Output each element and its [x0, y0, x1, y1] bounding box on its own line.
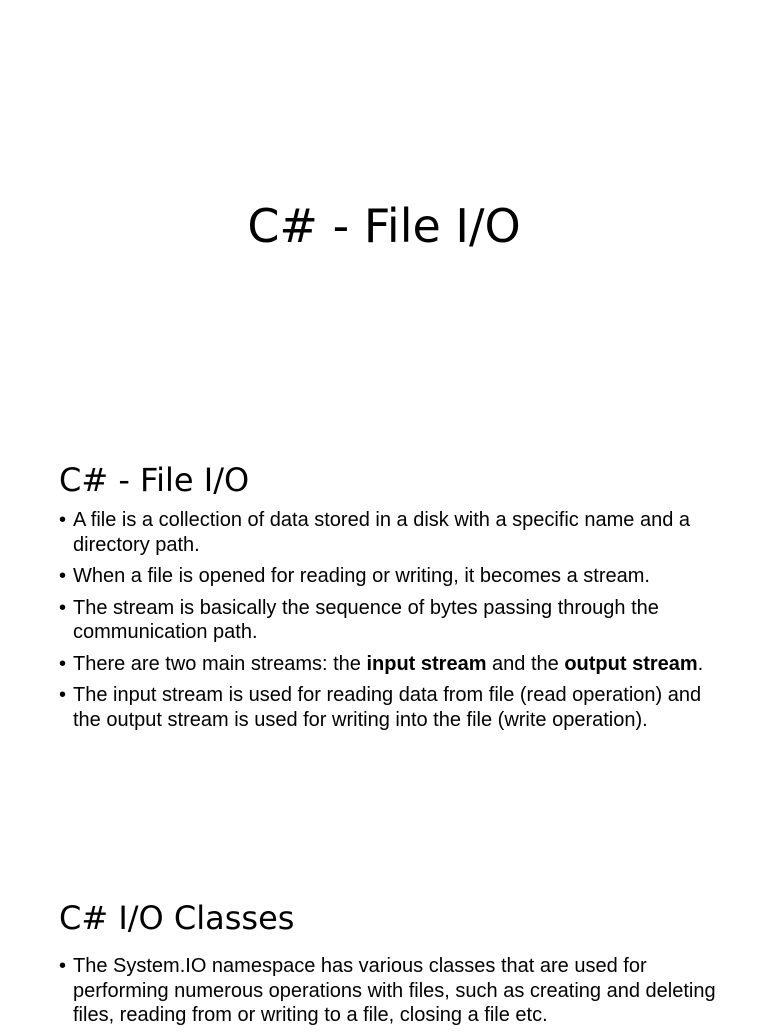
- bullet-item: [59, 596, 719, 645]
- bullet-text-post: .: [697, 652, 704, 675]
- bullet-text-bold-output-stream: output stream: [564, 652, 698, 675]
- slide-title: C# - File I/O: [247, 199, 521, 253]
- bullet-item: [59, 508, 719, 557]
- bullet-item: [59, 683, 719, 732]
- content-slide-io-classes: [0, 864, 768, 1024]
- bullet-item: [59, 954, 719, 1028]
- bullet-item: [59, 564, 719, 589]
- bullet-marker: •: [59, 509, 67, 531]
- bullet-text-mid: and the: [486, 652, 565, 675]
- slide-heading: C# I/O Classes: [59, 899, 295, 937]
- title-slide: [0, 0, 768, 432]
- bullet-text: The stream is basically the sequence of bytes passing through the communication path.: [73, 596, 659, 643]
- bullet-text: The input stream is used for reading data from file (read operation) and the output stream is used for writing into the file (write operation).: [73, 684, 702, 731]
- bullet-text-bold-input-stream: input stream: [366, 652, 487, 675]
- bullet-text-pre: There are two main streams: the: [73, 652, 367, 675]
- bullet-marker: •: [59, 565, 67, 587]
- bullet-text: When a file is opened for reading or writing, it becomes a stream.: [73, 565, 650, 587]
- slide-heading: C# - File I/O: [59, 461, 250, 499]
- bullet-marker: •: [59, 652, 67, 675]
- bullet-list: [59, 508, 719, 739]
- bullet-marker: •: [59, 955, 67, 977]
- bullet-marker: •: [59, 596, 67, 619]
- bullet-item: [59, 652, 719, 677]
- bullet-text: A file is a collection of data stored in a disk with a specific name and a directory path.: [73, 509, 691, 556]
- bullet-text: The System.IO namespace has various classes that are used for performing numerous operations with files, such as creating and deleting files, reading from or writing to a file, closing a file etc.: [73, 955, 716, 1026]
- bullet-marker: •: [59, 684, 67, 706]
- bullet-list: [59, 954, 719, 1035]
- content-slide-file-io: [0, 432, 768, 864]
